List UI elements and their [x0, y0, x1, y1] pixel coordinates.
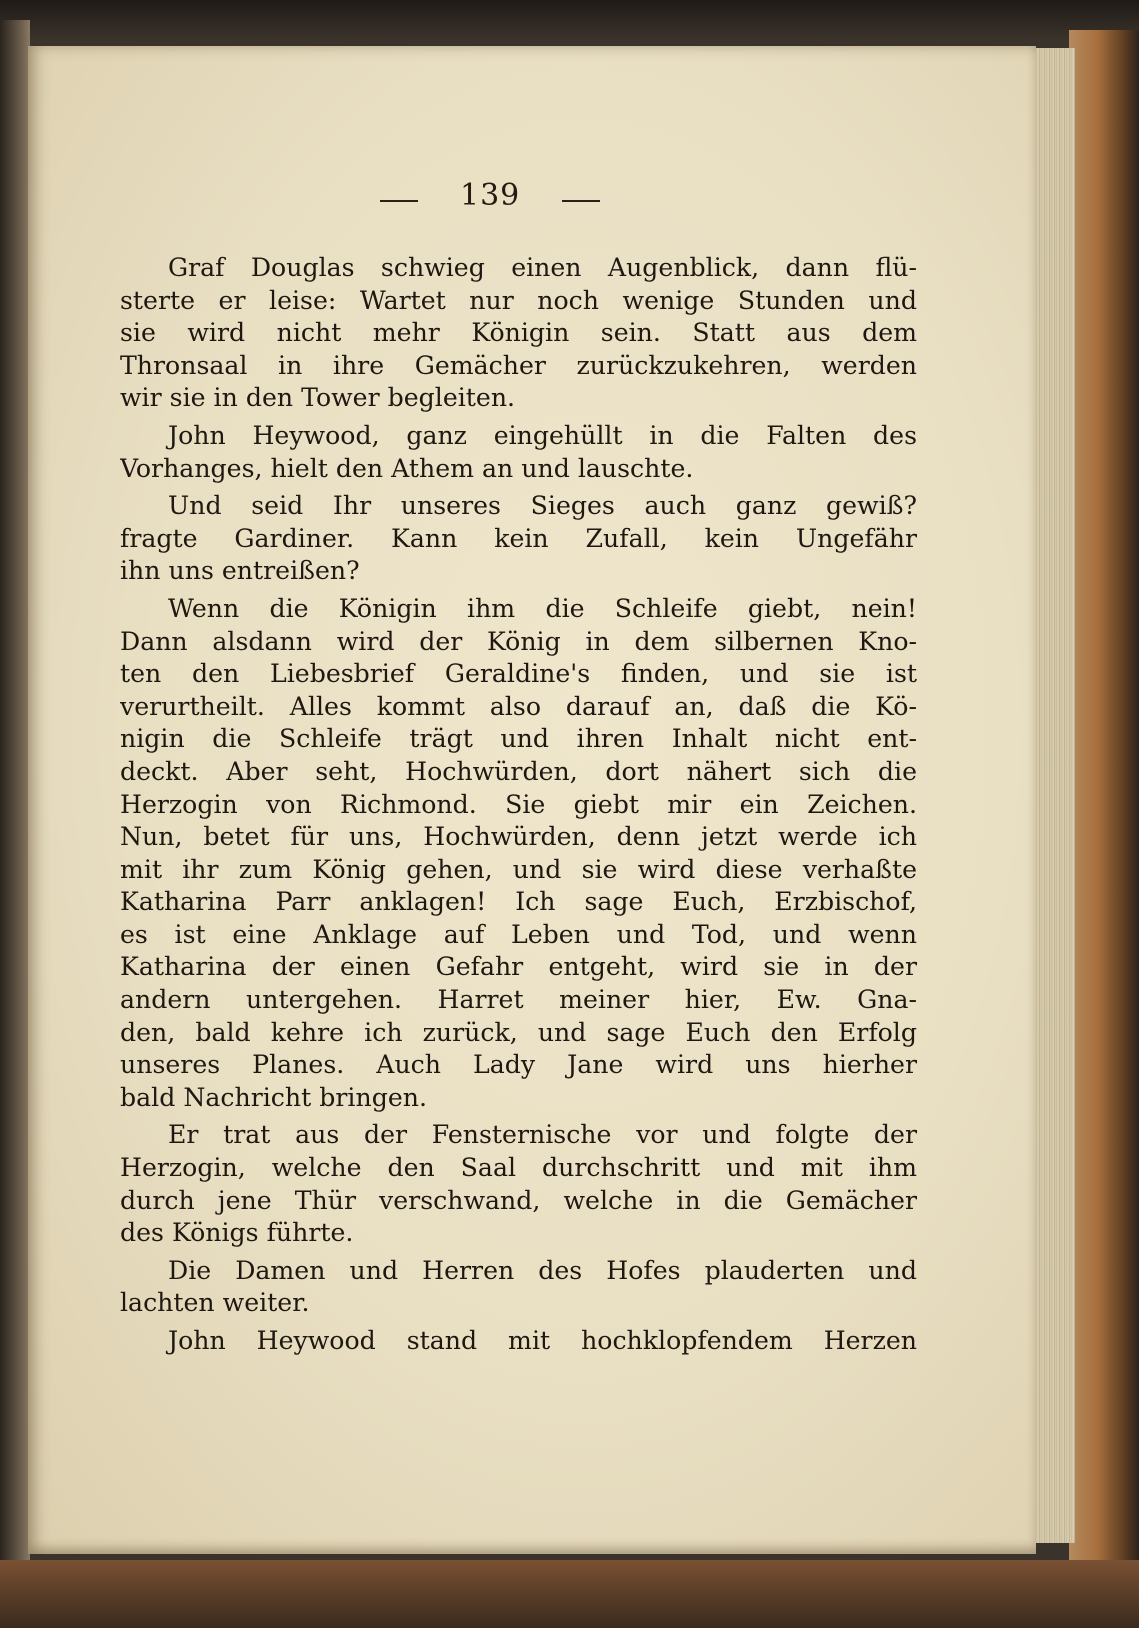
text-line: Nun, betet für uns, Hochwürden, denn jetzt werde ich: [120, 822, 917, 852]
text-line: lachten weiter.: [120, 1288, 310, 1318]
text-line: Vorhanges, hielt den Athem an und lauschte.: [120, 453, 694, 483]
text-line: John Heywood, ganz eingehüllt in die Falten des: [168, 420, 917, 450]
text-line: nigin die Schleife trägt und ihren Inhalt nicht ent-: [120, 724, 917, 754]
book-cover-top: [0, 0, 1139, 40]
text-line: Herzogin von Richmond. Sie giebt mir ein Zeichen.: [120, 789, 917, 819]
text-line: deckt. Aber seht, Hochwürden, dort nähert sich die: [120, 756, 917, 786]
text-line: Dann alsdann wird der König in dem silbernen Kno-: [120, 626, 917, 656]
text-line: sterte er leise: Wartet nur noch wenige Stunden und: [120, 285, 917, 315]
paragraph: [120, 593, 917, 1115]
text-line: unseres Planes. Auch Lady Jane wird uns hierher: [120, 1050, 917, 1080]
text-line: durch jene Thür verschwand, welche in die Gemächer: [120, 1185, 917, 1215]
text-line: Wenn die Königin ihm die Schleife giebt, nein!: [168, 593, 917, 623]
text-line: ten den Liebesbrief Geraldine's finden, und sie ist: [120, 659, 917, 689]
text-line: verurtheilt. Alles kommt also darauf an, daß die Kö-: [120, 691, 917, 721]
header-dash-right: [562, 200, 600, 202]
text-line: den, bald kehre ich zurück, und sage Euch den Erfolg: [120, 1017, 917, 1047]
text-line: Graf Douglas schwieg einen Augenblick, dann flü-: [168, 253, 917, 282]
paragraph: [120, 420, 917, 485]
page-edges: [1030, 48, 1075, 1543]
paragraph: [120, 1119, 917, 1249]
text-line: John Heywood stand mit hochklopfendem Herzen: [168, 1326, 917, 1355]
text-line: wir sie in den Tower begleiten.: [120, 383, 516, 413]
text-line: sie wird nicht mehr Königin sein. Statt aus dem: [120, 318, 917, 348]
text-line: Die Damen und Herren des Hofes plauderten und: [168, 1255, 917, 1285]
text-line: andern untergehen. Harret meiner hier, Ew. Gna-: [120, 985, 917, 1015]
page-number: 139: [460, 178, 521, 213]
body-text: [120, 252, 917, 1358]
text-line: Herzogin, welche den Saal durchschritt und mit ihm: [120, 1153, 917, 1183]
paragraph: [120, 490, 917, 588]
book-page: [28, 46, 1036, 1554]
text-line: des Königs führte.: [120, 1218, 354, 1248]
paragraph: [120, 1255, 917, 1320]
text-line: ihn uns entreißen?: [120, 556, 360, 586]
paragraph: [120, 1325, 917, 1358]
text-line: Er trat aus der Fensternische vor und folgte der: [168, 1120, 917, 1150]
text-line: mit ihr zum König gehen, und sie wird diese verhaßte: [120, 854, 917, 884]
text-line: Katharina der einen Gefahr entgeht, wird sie in der: [120, 952, 917, 982]
paragraph: [120, 252, 917, 415]
book-cover-bottom: [0, 1560, 1139, 1628]
text-line: bald Nachricht bringen.: [120, 1082, 427, 1112]
header-dash-left: [380, 200, 418, 202]
text-line: es ist eine Anklage auf Leben und Tod, und wenn: [120, 919, 917, 949]
page-header: [28, 178, 1036, 218]
text-line: fragte Gardiner. Kann kein Zufall, kein Ungefähr: [120, 523, 917, 553]
text-line: Thronsaal in ihre Gemächer zurückzukehren, werden: [120, 350, 917, 380]
text-line: Katharina Parr anklagen! Ich sage Euch, Erzbischof,: [120, 887, 917, 917]
book-cover-right: [1069, 30, 1139, 1628]
book-binding-left: [0, 20, 30, 1628]
text-line: Und seid Ihr unseres Sieges auch ganz gewiß?: [168, 491, 917, 521]
